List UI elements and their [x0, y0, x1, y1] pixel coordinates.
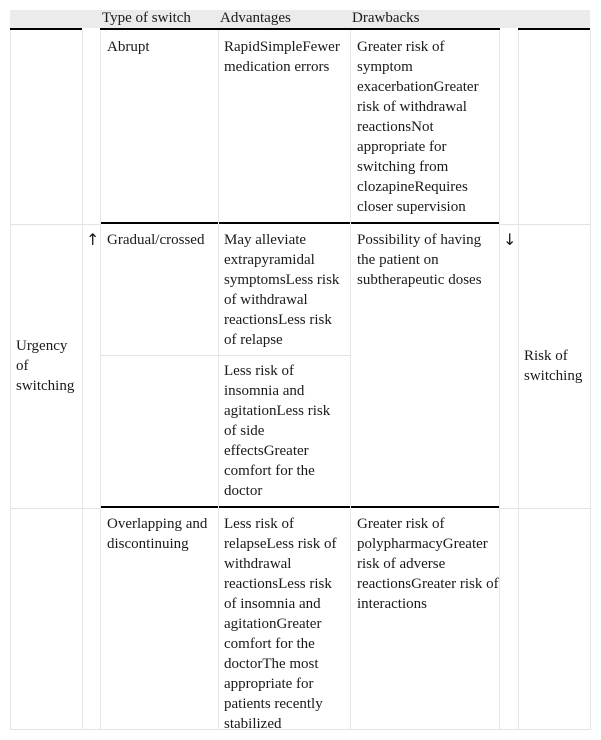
table-header: [10, 10, 590, 28]
arrow-up-icon: ↑: [86, 230, 100, 249]
row-gradual-drawbacks: Possibility of having the patient on subtherapeutic doses: [357, 232, 482, 288]
column-border: [590, 30, 591, 730]
column-border: [10, 30, 11, 730]
header-type-of-switch: Type of switch: [102, 10, 191, 26]
row-divider-thin: [10, 508, 100, 509]
row-overlapping-type: Overlapping and discontinuing: [107, 516, 208, 552]
row-overlapping-drawbacks: Greater risk of polypharmacyGreater risk of adverse reactionsGreater risk of interactions: [357, 516, 499, 612]
column-border: [82, 30, 83, 730]
row-divider-thin: [500, 508, 590, 509]
row-divider-thin: [500, 224, 590, 225]
urgency-of-switching-label: Urgency of switching: [16, 338, 75, 394]
column-border: [100, 30, 101, 730]
header-rule: [100, 28, 500, 30]
header-drawbacks: Drawbacks: [352, 10, 420, 26]
row-gradual-advantages-2: Less risk of insomnia and agitationLess risk of side effectsGreater comfort for the doctor: [224, 363, 331, 499]
row-overlapping-advantages: Less risk of relapseLess risk of withdrawal reactionsLess risk of insomnia and agitationGreater comfort for the doctorThe most appropriate for patients recently stabilized: [224, 516, 337, 732]
risk-of-switching-label: Risk of switching: [524, 348, 583, 384]
subrow-divider: [100, 355, 350, 356]
row-divider: [100, 506, 500, 508]
row-abrupt-advantages: RapidSimpleFewer medication errors: [224, 39, 340, 75]
row-gradual-advantages: May alleviate extrapyramidal symptomsLess risk of withdrawal reactionsLess risk of relapse: [224, 232, 340, 348]
header-rule: [518, 28, 590, 30]
arrow-down-icon: ↓: [503, 230, 517, 249]
column-border: [518, 30, 519, 730]
column-border: [218, 30, 219, 730]
header-rule: [10, 28, 82, 30]
switch-comparison-table: [10, 10, 590, 730]
row-abrupt-drawbacks: Greater risk of symptom exacerbationGreater risk of withdrawal reactionsNot appropriate for switching from clozapineRequires closer supervision: [357, 39, 479, 215]
row-divider: [100, 222, 500, 224]
column-border: [350, 30, 351, 730]
header-advantages: Advantages: [220, 10, 291, 26]
row-abrupt-type: Abrupt: [107, 39, 150, 55]
column-border: [499, 30, 500, 730]
row-divider-thin: [10, 224, 100, 225]
row-gradual-type: Gradual/crossed: [107, 232, 205, 248]
